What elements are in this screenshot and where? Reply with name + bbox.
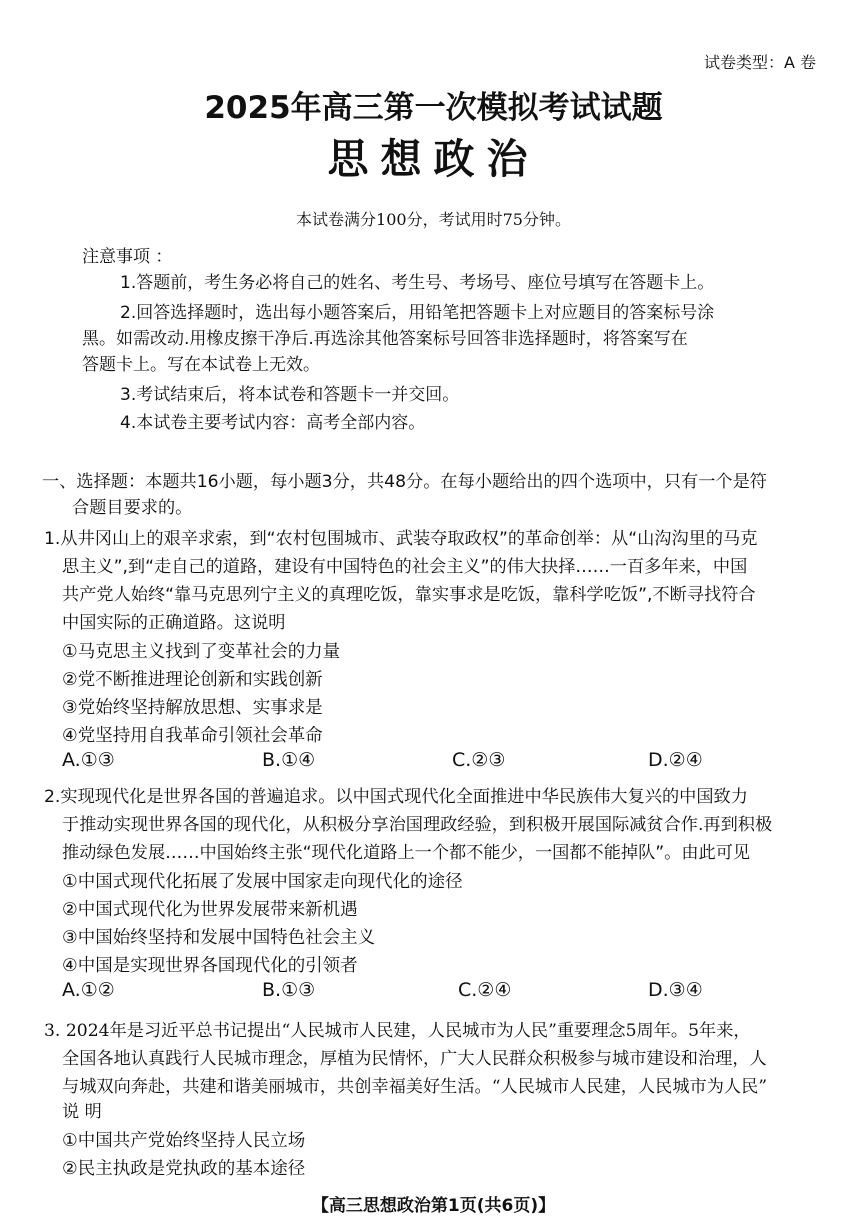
q2-stem-line-2: 于推动实现世界各国的现代化，从积极分享治国理政经验，到积极开展国际减贫合作.再到积极 [62,815,773,835]
q2-option-3: ③中国始终坚持和发展中国特色社会主义 [62,928,376,948]
section-instructions-line-2: 合题目要求的。 [72,498,193,518]
q2-stem-line-1: 2.实现现代化是世界各国的普遍追求。以中国式现代化全面推进中华民族伟大复兴的中国致力 [44,787,748,807]
q2-choice-a: A.①② [62,979,115,1001]
q2-choice-c: C.②④ [458,979,512,1001]
q3-option-2: ②民主执政是党执政的基本途径 [62,1159,306,1179]
score-time-line: 本试卷满分100分，考试用时75分钟。 [296,210,571,229]
q1-option-3: ③党始终坚持解放思想、实事求是 [62,698,323,718]
q1-option-1: ①马克思主义找到了变革社会的力量 [62,642,341,662]
paper-type-label: 试卷类型：A 卷 [704,53,817,72]
notice-line-6: 4.本试卷主要考试内容：高考全部内容。 [120,413,426,433]
q3-stem-line-3: 与城双向奔赴，共建和谐美丽城市，共创幸福美好生活。“人民城市人民建，人民城市为人民” [62,1077,768,1097]
exam-title: 2025年高三第一次模拟考试试题 [204,90,663,126]
q3-stem-line-1: 3. 2024年是习近平总书记提出“人民城市人民建，人民城市为人民”重要理念5周年。5年来， [44,1021,751,1041]
q3-stem-line-4: 说 明 [62,1102,102,1122]
q1-option-4: ④党坚持用自我革命引领社会革命 [62,726,323,746]
q2-option-4: ④中国是实现世界各国现代化的引领者 [62,956,358,976]
notice-line-3: 黑。如需改动.用橡皮擦干净后.再选涂其他答案标号回答非选择题时，将答案写在 [82,329,688,349]
q1-stem-line-2: 思主义”,到“走自己的道路，建设有中国特色的社会主义”的伟大抉择……一百多年来，中国 [62,557,748,577]
q1-choice-c: C.②③ [452,749,506,771]
q2-stem-line-3: 推动绿色发展……中国始终主张“现代化道路上一个都不能少，一国都不能掉队”。由此可见 [62,843,751,863]
q1-choice-d: D.②④ [648,749,703,771]
q1-option-2: ②党不断推进理论创新和实践创新 [62,670,323,690]
notice-line-1: 1.答题前，考生务必将自己的姓名、考生号、考场号、座位号填写在答题卡上。 [120,273,715,293]
page-footer: 【高三思想政治第1页(共6页)】 [311,1196,556,1216]
subject-title: 思想政治 [327,135,540,183]
q3-stem-line-2: 全国各地认真践行人民城市理念，厚植为民情怀，广大人民群众积极参与城市建设和治理，人 [62,1049,767,1069]
q2-option-2: ②中国式现代化为世界发展带来新机遇 [62,900,358,920]
notice-line-4: 答题卡上。写在本试卷上无效。 [82,355,320,375]
q1-stem-line-4: 中国实际的正确道路。这说明 [62,613,286,633]
q2-choice-b: B.①③ [262,979,316,1001]
notice-line-5: 3.考试结束后，将本试卷和答题卡一并交回。 [120,385,460,405]
notice-heading: 注意事项 ： [82,247,173,267]
q2-choice-d: D.③④ [648,979,703,1001]
q1-choice-a: A.①③ [62,749,115,771]
q1-stem-line-1: 1.从井冈山上的艰辛求索，到“农村包围城市、武装夺取政权”的革命创举：从“山沟沟里的马克 [44,529,758,549]
q2-option-1: ①中国式现代化拓展了发展中国家走向现代化的途径 [62,872,463,892]
q3-option-1: ①中国共产党始终坚持人民立场 [62,1131,306,1151]
q1-stem-line-3: 共产党人始终“靠马克思列宁主义的真理吃饭，靠实事求是吃饭，靠科学吃饭”,不断寻找符合 [62,585,756,605]
q1-choice-b: B.①④ [262,749,316,771]
notice-line-2: 2.回答选择题时，选出每小题答案后，用铅笔把答题卡上对应题目的答案标号涂 [120,303,715,323]
section-instructions-line-1: 一、选择题：本题共16小题，每小题3分，共48分。在每小题给出的四个选项中，只有一个是符 [42,472,767,492]
